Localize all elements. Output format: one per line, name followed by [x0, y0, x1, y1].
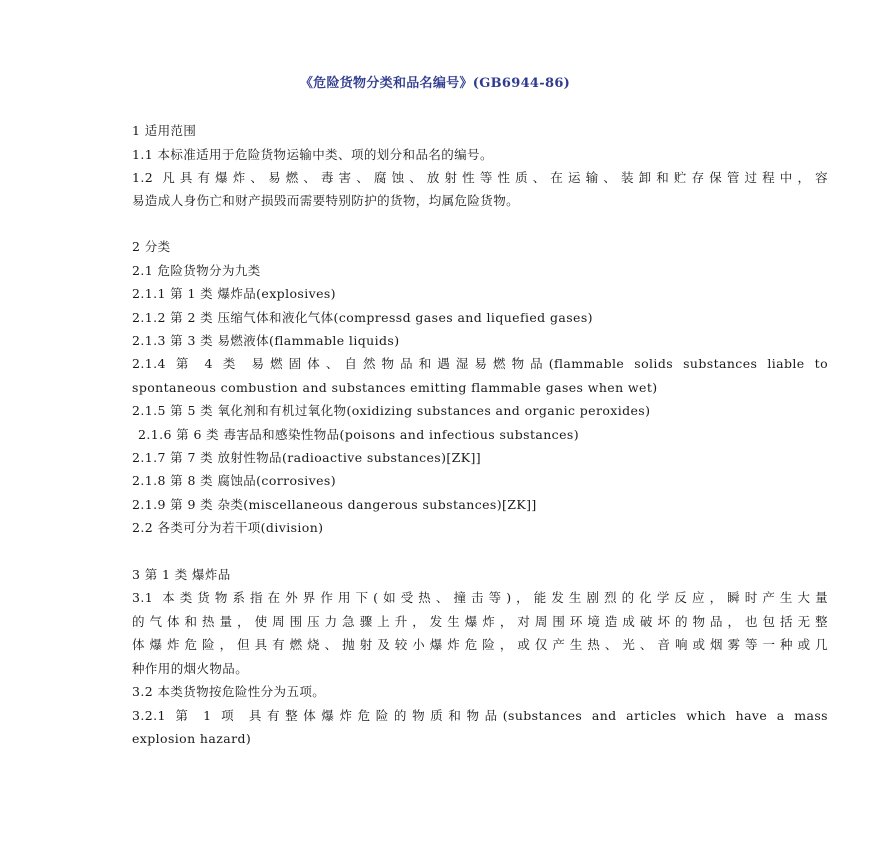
- paragraph-line: 易造成人身伤亡和财产损毁而需要特别防护的货物，均属危险货物。: [132, 193, 520, 208]
- paragraph-line: 2.2 各类可分为若干项(division): [132, 520, 324, 535]
- paragraph-line: 1.1 本标准适用于危险货物运输中类、项的划分和品名的编号。: [132, 147, 493, 162]
- paragraph-line: 2.1.1 第 1 类 爆炸品(explosives): [132, 286, 336, 301]
- paragraph-line: 3.2 本类货物按危险性分为五项。: [132, 684, 326, 699]
- paragraph-line: 2.1.8 第 8 类 腐蚀品(corrosives): [132, 473, 336, 488]
- paragraph-line: explosion hazard): [132, 731, 252, 746]
- paragraph-line: 2.1.7 第 7 类 放射性物品(radioactive substances)[ZK]]: [132, 450, 482, 465]
- heading-2: 2 分类: [132, 239, 171, 254]
- paragraph-line: 的气体和热量，使周围压力急骤上升，发生爆炸，对周围环境造成破坏的物品，也包括无整: [132, 614, 828, 629]
- paragraph-line: 体爆炸危险，但具有燃烧、抛射及较小爆炸危险，或仅产生热、光、音响或烟雾等一种或几: [132, 637, 828, 652]
- paragraph-line: 3.2.1 第 1 项 具有整体爆炸危险的物质和物品(substances and articles which have a mass: [132, 708, 828, 723]
- paragraph-line: 2.1.3 第 3 类 易燃液体(flammable liquids): [132, 333, 400, 348]
- heading-1: 1 适用范围: [132, 123, 197, 138]
- paragraph-line: 2.1 危险货物分为九类: [132, 263, 261, 278]
- paragraph-line: spontaneous combustion and substances emitting flammable gases when wet): [132, 380, 658, 395]
- paragraph-line: 2.1.5 第 5 类 氧化剂和有机过氧化物(oxidizing substances and organic peroxides): [132, 403, 651, 418]
- paragraph-line: 种作用的烟火物品。: [132, 661, 249, 676]
- paragraph-line: 2.1.4 第 4 类 易燃固体、自然物品和遇湿易燃物品(flammable solids substances liable to: [132, 356, 828, 371]
- paragraph-line: 3.1 本类货物系指在外界作用下(如受热、撞击等)，能发生剧烈的化学反应，瞬时产生大量: [132, 590, 828, 605]
- paragraph-line: 2.1.2 第 2 类 压缩气体和液化气体(compressd gases and liquefied gases): [132, 310, 593, 325]
- paragraph-line: 1.2 凡具有爆炸、易燃、毒害、腐蚀、放射性等性质、在运输、装卸和贮存保管过程中，容: [132, 170, 828, 185]
- heading-3: 3 第 1 类 爆炸品: [132, 567, 231, 582]
- paragraph-line: 2.1.6 第 6 类 毒害品和感染性物品(poisons and infectious substances): [138, 427, 579, 442]
- document-title: 《危险货物分类和品名编号》(GB6944-86): [299, 76, 571, 91]
- paragraph-line: 2.1.9 第 9 类 杂类(miscellaneous dangerous substances)[ZK]]: [132, 497, 537, 512]
